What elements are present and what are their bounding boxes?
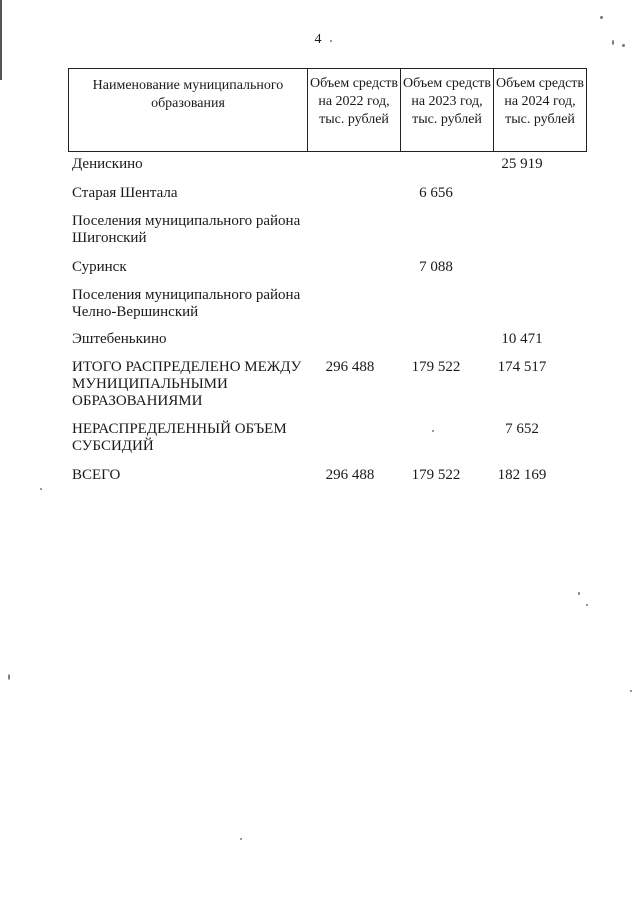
row-value-2022: 296 488: [325, 359, 375, 375]
scan-speck: [240, 838, 242, 840]
row-value-2024: 25 919: [501, 156, 543, 172]
row-name: Поселения муниципального района Шигонский: [72, 213, 301, 246]
scan-speck: [586, 604, 588, 606]
row-value-2022: 296 488: [325, 467, 375, 483]
scan-speck: [40, 488, 42, 490]
row-value-2023: 179 522: [411, 467, 461, 483]
scan-speck: [578, 592, 580, 595]
row-name: ВСЕГО: [72, 467, 121, 483]
row-value-2023: 7 088: [419, 259, 453, 275]
row-name: ИТОГО РАСПРЕДЕЛЕНО МЕЖДУ МУНИЦИПАЛЬНЫМИ ОБРАЗОВАНИЯМИ: [72, 359, 302, 409]
scan-speck: [612, 40, 614, 45]
row-value-2024: 174 517: [497, 359, 547, 375]
row-name: Поселения муниципального района Челно-Вершинский: [72, 287, 301, 320]
header-2023: Объем средств на 2023 год, тыс. рублей: [401, 69, 494, 152]
scan-speck: [600, 16, 603, 19]
header-name: Наименование муниципального образования: [69, 69, 308, 152]
header-2022: Объем средств на 2022 год, тыс. рублей: [308, 69, 401, 152]
scan-speck: [622, 44, 625, 47]
row-value-2024: 182 169: [497, 467, 547, 483]
row-name: Суринск: [72, 259, 127, 275]
row-value-2024: 10 471: [501, 331, 543, 347]
header-2024: Объем средств на 2024 год, тыс. рублей: [494, 69, 587, 152]
row-name: Старая Шентала: [72, 185, 178, 201]
scan-speck: [8, 674, 10, 680]
page-number: 4: [314, 32, 322, 47]
row-value-2024: 7 652: [505, 421, 539, 437]
row-value-2023: 6 656: [419, 185, 453, 201]
row-name: НЕРАСПРЕДЕЛЕННЫЙ ОБЪЕМ СУБСИДИЙ: [72, 421, 287, 454]
scan-speck: [330, 40, 332, 42]
row-name: Денискино: [72, 156, 143, 172]
scan-speck: [630, 690, 632, 692]
scan-speck: [432, 430, 434, 432]
row-value-2023: 179 522: [411, 359, 461, 375]
row-name: Эштебенькино: [72, 331, 167, 347]
